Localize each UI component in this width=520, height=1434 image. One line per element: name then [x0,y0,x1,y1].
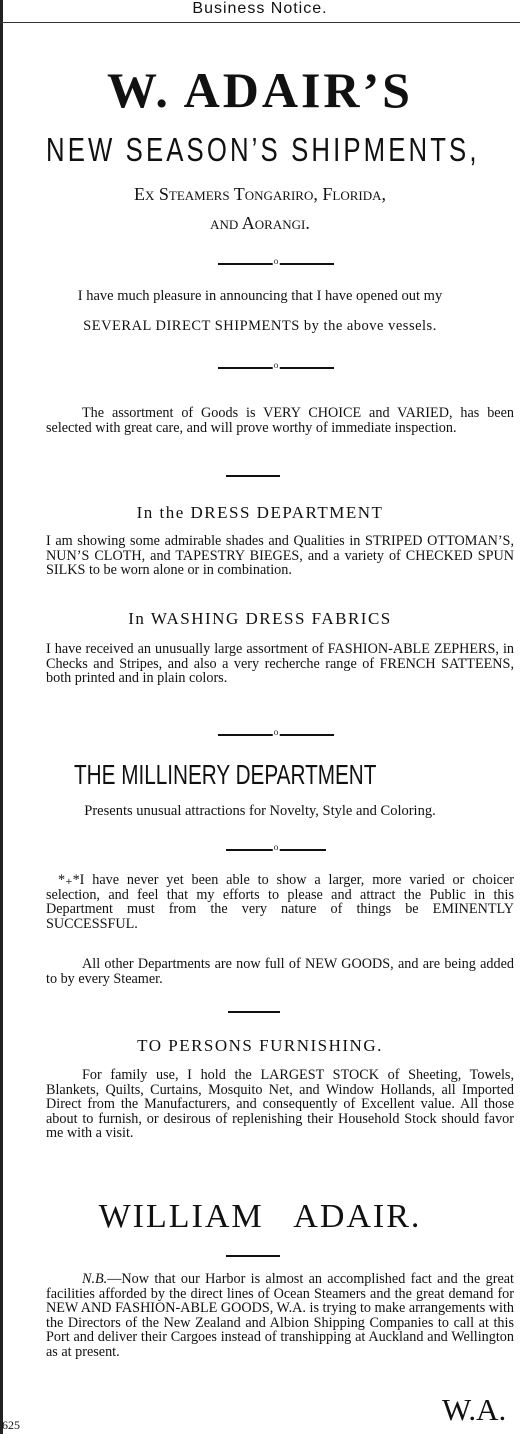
furnishing-paragraph: For family use, I hold the LARGEST STOCK of Sheeting, Towels, Blankets, Quilts, Curtains, Mosquito Net, and Window Hollands, all Imported Direct from the Manufacturers, and consequently of Excellent value. All those about to furnish, or desirous of replenishing their Household Stock should favor me with a visit. [46,1067,514,1141]
millinery-heading: THE MILLINERY DEPARTMENT [74,759,377,790]
millinery-subheading: Presents unusual attractions for Novelty, Style and Coloring. [84,803,436,819]
divider: o [218,728,334,740]
section-header: Business Notice. [192,0,328,17]
millinery-paragraph: *₊*I have never yet been able to show a larger, more varied or choicer selection, and feel that my efforts to please and attract the Public in this Department must from the very nature of things be EMINENTLY SUCCESSFUL. [46,872,514,932]
washing-paragraph: I have received an unusually large assortment of FASHION-ABLE ZEPHERS, in Checks and Stripes, and also a very recherche range of FRENCH SATTEENS, both printed and in plain colors. [46,641,514,686]
short-rule [226,475,280,477]
short-rule [228,1011,280,1013]
signature: WILLIAM ADAIR. [98,1198,422,1235]
steamers-line-2: and Aorangi. [210,213,310,233]
dress-heading: In the DRESS DEPARTMENT [136,503,384,522]
steamers-line-1: Ex Steamers Tongariro, Florida, [134,184,386,204]
page-number: 625 [2,1418,20,1432]
announce-line-2: SEVERAL DIRECT SHIPMENTS by the above vessels. [83,318,437,334]
announce-line-1: I have much pleasure in announcing that I have opened out my [77,288,443,304]
other-departments-paragraph: All other Departments are now full of NEW GOODS, and are being added to by every Steamer. [46,956,514,987]
assortment-paragraph: The assortment of Goods is VERY CHOICE and VARIED, has been selected with great care, and will prove worthy of immediate inspection. [46,405,514,436]
header-rule [0,22,520,23]
divider: o [218,361,334,373]
ad-title: W. ADAIR’S [106,62,413,118]
dress-paragraph: I am showing some admirable shades and Qualities in STRIPED OTTOMAN’S, NUN’S CLOTH, and TAPESTRY BIEGES, and a variety of CHECKED SPUN SILKS to be worn alone or in combination. [46,533,514,578]
divider: o [218,257,334,269]
washing-heading: In WASHING DRESS FABRICS [128,609,392,628]
divider: o [226,843,326,855]
ad-subtitle: NEW SEASON’S SHIPMENTS, [46,131,480,168]
furnishing-heading: TO PERSONS FURNISHING. [137,1036,383,1055]
short-rule [226,1255,280,1257]
initials: W.A. [442,1392,507,1427]
nb-paragraph: N.B.—Now that our Harbor is almost an accomplished fact and the great facilities afforded by the direct lines of Ocean Steamers and the great demand for NEW AND FASHION-ABLE GOODS, W.A. is trying to make arrangements with the Directors of the New Zealand and Albion Shipping Companies to call at this Port and deliver their Cargoes instead of transhipping at Auckland and Wellington as at present. [46,1271,515,1360]
